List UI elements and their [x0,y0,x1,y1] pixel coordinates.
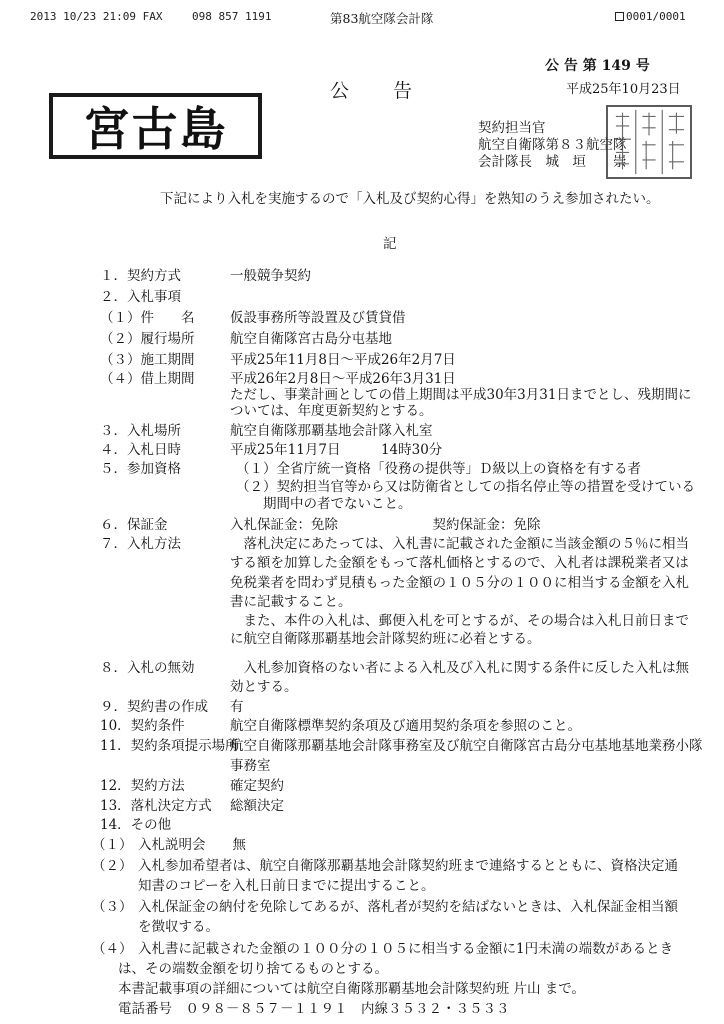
item-7-text: する額を加算した金額をもって落札価格とするので、入札者は課税業者又は [230,555,689,571]
item-7-text: 免税業者を問わず見積もった金額の１０５分の１００に相当する金額を入札 [230,575,689,591]
item-7-text: 落札決定にあたっては、入札書に記載された金額に当該金額の５％に相当 [230,536,689,552]
item-2-1-text: 仮設事務所等設置及び賃貸借 [230,310,406,326]
other-3-text: を徴収する。 [138,919,219,935]
item-7-label: ７．入札方法 [100,536,181,552]
item-10-text: 航空自衛隊標準契約条項及び適用契約条項を参照のこと。 [230,718,581,734]
issuer-name: 会計隊長 城 垣 崇 [478,154,627,170]
item-3-text: 航空自衛隊那覇基地会計隊入札室 [230,423,433,439]
item-7-text: 書に記載すること。 [230,594,352,610]
item-6-text: 入札保証金：免除 契約保証金：免除 [230,517,541,533]
page-title: 公 告 [330,80,415,102]
item-5-text: 期間中の者でないこと。 [236,496,412,512]
item-7-text: また、本件の入札は、郵便入札を可とするが、その場合は入札日前日まで [230,613,689,629]
intro-text: 下記により入札を実施するので「入札及び契約心得」を熟知のうえ参加されたい。 [160,191,660,207]
item-2-4-text: ついては、年度更新契約とする。 [230,403,433,419]
item-9-label: ９．契約書の作成 [100,699,208,715]
issuer-title: 契約担当官 [478,120,546,136]
ki-mark: 記 [383,236,397,252]
fax-sender: 第83航空隊会計隊 [330,11,434,26]
seal-icon [608,107,690,177]
other-3-num: （３） [92,899,133,915]
item-2-2-label: （２）履行場所 [100,331,195,347]
other-2-num: （２） [92,858,133,874]
item-10-label: 10．契約条件 [100,718,185,734]
location-stamp: 宮古島 [49,93,262,159]
other-1-num: （１） [92,837,133,853]
item-4-label: ４．入札日時 [100,442,181,458]
issuer-org: 航空自衛隊第８３航空隊 [478,137,627,153]
notice-date: 平成25年10月23日 [566,82,681,97]
contact-detail: 本書記載事項の詳細については航空自衛隊那覇基地会計隊契約班 片山 まで。 [118,981,586,997]
other-3-text: 入札保証金の納付を免除してあるが、落札者が契約を結ばないときは、入札保証金相当額 [138,899,678,915]
item-1-text: 一般競争契約 [230,268,311,284]
other-4-num: （４） [92,941,133,957]
item-2-4-text: ただし、事業計画としての借上期間は平成30年3月31日までとし、残期間に [230,387,692,403]
item-2-3-label: （３）施工期間 [100,352,195,368]
other-4-text: 入札書に記載された金額の１００分の１０５に相当する金額に1円未満の端数があるとき [138,941,674,957]
other-2-text: 入札参加希望者は、航空自衛隊那覇基地会計隊契約班まで連絡するとともに、資格決定通 [138,858,678,874]
item-2-2-text: 航空自衛隊宮古島分屯基地 [230,331,392,347]
fax-datetime: 2013 10/23 21:09 FAX [30,10,163,23]
fax-page-number: 0001/0001 [626,10,686,23]
item-5-label: ５．参加資格 [100,461,181,477]
item-8-label: ８．入札の無効 [100,660,195,676]
item-2-4-label: （４）借上期間 [100,371,195,387]
item-1-label: １．契約方式 [100,268,181,284]
item-12-text: 確定契約 [230,778,284,794]
contact-phone: 電話番号 ０９８－８５７－１１９１ 内線３５３２・３５３３ [118,1001,510,1017]
fax-number: 098 857 1191 [192,10,272,23]
item-5-text: （１）全省庁統一資格「役務の提供等」Ｄ級以上の資格を有する者 [236,461,641,477]
other-4-text: は、その端数金額を切り捨てるものとする。 [118,961,388,977]
item-5-text: （２）契約担当官等から又は防衛省としての指名停止等の措置を受けている [236,479,695,495]
item-2-3-text: 平成25年11月8日～平成26年2月7日 [230,352,456,368]
item-2-1-label: （１）件 名 [100,310,195,326]
item-2-label: ２．入札事項 [100,289,181,305]
item-8-text: 入札参加資格のない者による入札及び入札に関する条件に反した入札は無 [230,660,689,676]
item-6-label: ６．保証金 [100,517,168,533]
item-2-4-text: 平成26年2月8日～平成26年3月31日 [230,371,456,387]
item-3-label: ３．入札場所 [100,423,181,439]
other-2-text: 知書のコピーを入札日前日までに提出すること。 [138,878,435,894]
item-11-text: 航空自衛隊那覇基地会計隊事務室及び航空自衛隊宮古島分屯基地基地業務小隊 [230,738,703,754]
notice-number: 公 告 第 149 号 [545,58,650,74]
other-1-text: 入札説明会 無 [138,837,246,853]
item-13-text: 総額決定 [230,798,284,814]
item-9-text: 有 [230,699,244,715]
item-11-label: 11．契約条項提示場所 [100,738,239,754]
item-11-text: 事務室 [230,758,271,774]
item-7-text: に航空自衛隊那覇基地会計隊契約班に必着とする。 [230,631,541,647]
item-12-label: 12．契約方法 [100,778,185,794]
item-13-label: 13．落札決定方式 [100,798,212,814]
official-seal [606,105,692,179]
item-8-text: 効とする。 [230,679,298,695]
item-14-label: 14．その他 [100,817,172,833]
fax-page [615,10,686,23]
page-icon [615,12,624,21]
item-4-text: 平成25年11月7日 14時30分 [230,442,443,458]
